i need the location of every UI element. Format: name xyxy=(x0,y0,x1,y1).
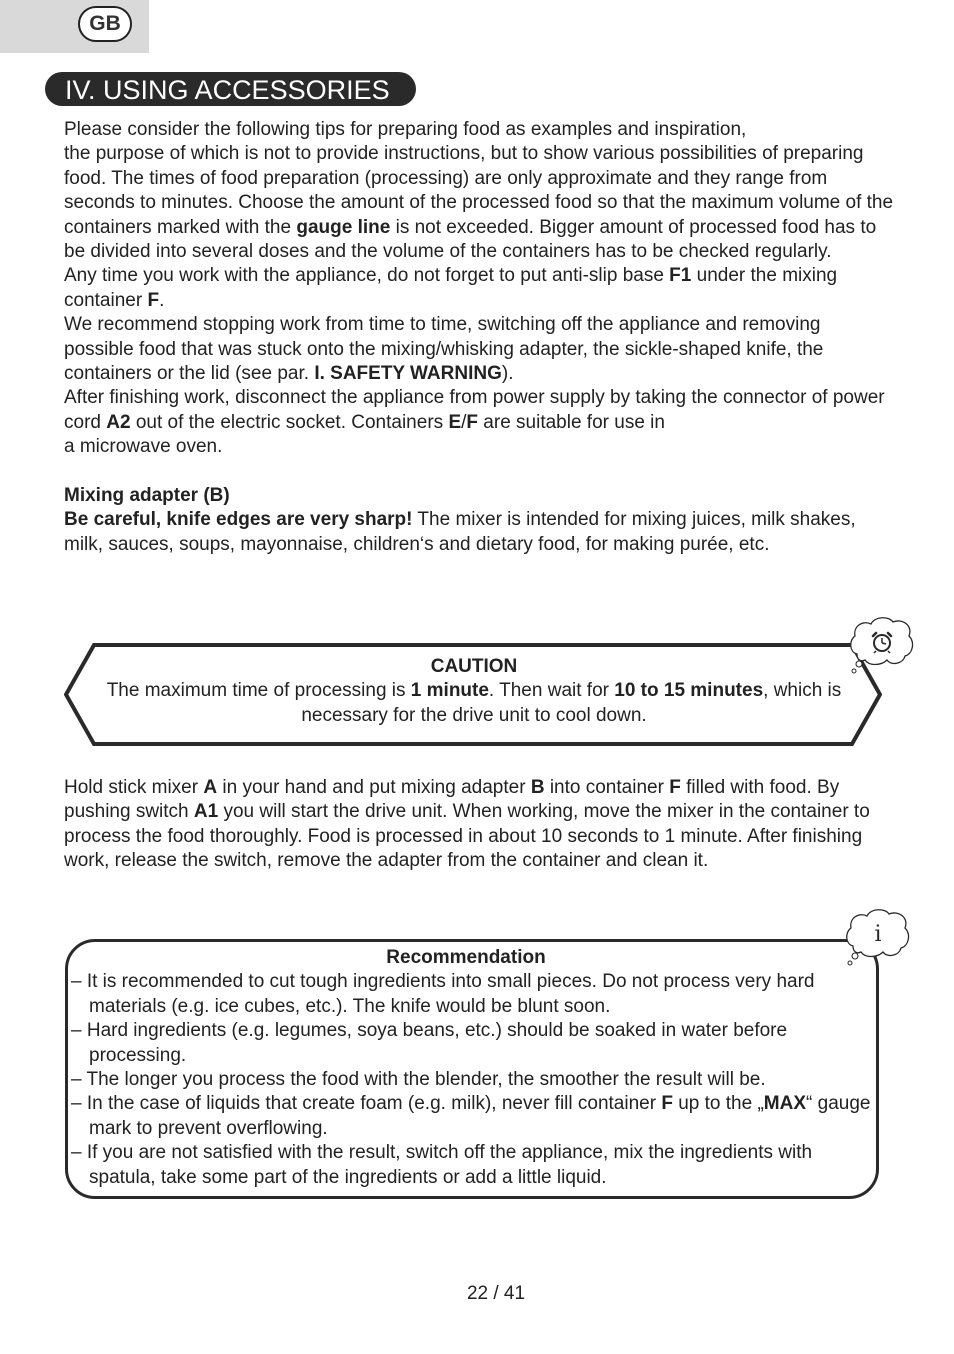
recommendation-content xyxy=(71,946,881,1190)
intro-paragraph-3: We recommend stopping work from time to time, switching off the appliance and removing possible food that was stuck onto the mixing/whisking adapter, the sickle-shaped knife, the containers or the lid (see par. I. SAFETY WARNING). xyxy=(64,314,824,385)
recommendation-title: Recommendation xyxy=(386,947,546,968)
caution-content xyxy=(78,655,870,728)
list-item: – Hard ingredients (e.g. legumes, soya beans, etc.) should be soaked in water before processing. xyxy=(71,1020,788,1066)
list-item: – In the case of liquids that create foam (e.g. milk), never fill container F up to the „MAX“ gauge mark to prevent overflowing. xyxy=(71,1093,871,1139)
language-tab xyxy=(0,0,149,53)
list-item: – The longer you process the food with the blender, the smoother the result will be. xyxy=(71,1069,766,1091)
intro-paragraph-2: Any time you work with the appliance, do not forget to put anti-slip base F1 under the mixing container F. xyxy=(64,265,838,311)
list-item: – It is recommended to cut tough ingredients into small pieces. Do not process very hard materials (e.g. ice cubes, etc.). The knife would be blunt soon. xyxy=(71,971,815,1017)
section-title: IV. USING ACCESSORIES xyxy=(45,72,416,106)
alarm-clock-icon xyxy=(845,614,917,678)
intro-text xyxy=(64,118,894,557)
language-badge: GB xyxy=(78,6,132,42)
list-item: – If you are not satisfied with the result, switch off the appliance, mix the ingredients with spatula, take some part of the ingredients or add a little liquid. xyxy=(71,1142,813,1188)
mixing-heading: Mixing adapter (B) xyxy=(64,485,230,507)
caution-title: CAUTION xyxy=(430,656,518,677)
mixing-paragraph: Be careful, knife edges are very sharp! The mixer is intended for mixing juices, milk shakes, milk, sauces, soups, mayonnaise, children‘s and dietary food, for making purée, etc. xyxy=(64,509,856,555)
intro-paragraph-4: After finishing work, disconnect the appliance from power supply by taking the connector of power cord A2 out of the electric socket. Containers E/F are suitable for use in a microwave oven. xyxy=(64,387,885,458)
instructions-paragraph: Hold stick mixer A in your hand and put mixing adapter B into container F filled with food. By pushing switch A1 you will start the drive unit. When working, move the mixer in the container to process the food thoroughly. Food is processed in about 10 seconds to 1 minute. After finishing work, release the switch, remove the adapter from the container and clean it. xyxy=(64,777,870,872)
page-number: 22 / 41 xyxy=(466,1283,526,1304)
info-icon xyxy=(841,906,913,970)
caution-box xyxy=(64,643,882,746)
info-glyph: i xyxy=(874,922,882,947)
intro-paragraph-1: Please consider the following tips for preparing food as examples and inspiration, the purpose of which is not to provide instructions, but to show various possibilities of preparing food. The times of food preparation (processing) are only approximate and they range from seconds to minutes. Choose the amount of the processed food so that the maximum volume of the containers marked with the gauge line is not exceeded. Bigger amount of processed food has to be divided into several doses and the volume of the containers has to be checked regularly. xyxy=(64,119,894,263)
caution-text: The maximum time of processing is 1 minute. Then wait for 10 to 15 minutes, which is necessary for the drive unit to cool down. xyxy=(106,680,842,726)
instructions-text xyxy=(64,776,894,874)
recommendation-list xyxy=(71,970,881,1190)
